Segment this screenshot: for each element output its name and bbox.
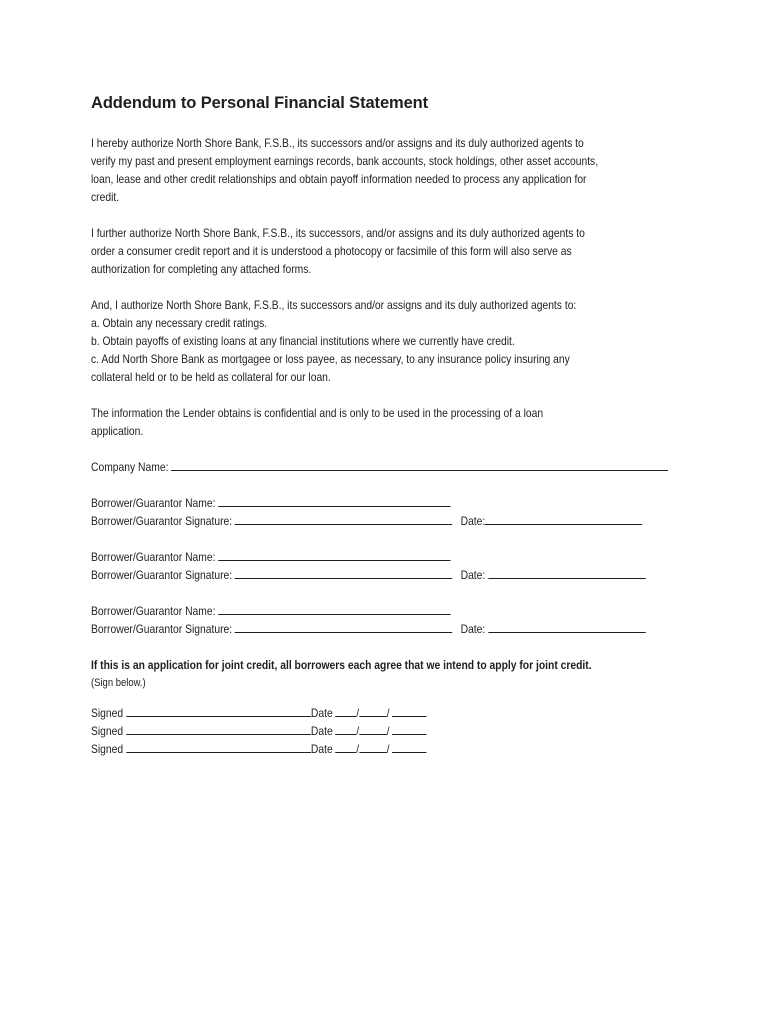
date-separator: / xyxy=(386,742,390,756)
signed-date-label: Date xyxy=(310,742,333,756)
text-line: loan, lease and other credit relationships and obtain payoff information needed to process any application for xyxy=(91,172,587,186)
date-separator: / xyxy=(356,724,360,738)
date-label: Date: xyxy=(460,568,486,582)
date-field[interactable] xyxy=(488,566,645,579)
text-line: a. Obtain any necessary credit ratings. xyxy=(91,316,268,330)
joint-credit-notice: If this is an application for joint credit, all borrowers each agree that we intend to apply for joint credit. xyxy=(91,658,592,672)
signed-date-month-field[interactable] xyxy=(336,704,357,717)
date-separator: / xyxy=(356,742,360,756)
text-line: b. Obtain payoffs of existing loans at any financial institutions where we currently have credit. xyxy=(91,334,515,348)
text-line: credit. xyxy=(91,190,120,204)
authorization-paragraph-2 xyxy=(91,224,693,278)
borrower-name-row xyxy=(91,602,710,620)
text-line: I hereby authorize North Shore Bank, F.S.B., its successors and/or assigns and its duly authorized agents to xyxy=(91,136,584,150)
date-field[interactable] xyxy=(485,512,642,525)
borrower-name-label: Borrower/Guarantor Name: xyxy=(91,550,216,564)
signed-date-label: Date xyxy=(310,706,333,720)
date-field[interactable] xyxy=(488,620,645,633)
text-line: collateral held or to be held as collateral for our loan. xyxy=(91,370,331,384)
signed-date-day-field[interactable] xyxy=(359,704,387,717)
borrower-name-label: Borrower/Guarantor Name: xyxy=(91,604,216,618)
borrower-name-field[interactable] xyxy=(218,494,450,507)
company-name-field[interactable] xyxy=(171,458,668,471)
borrower-signature-row xyxy=(91,566,710,584)
text-line: order a consumer credit report and it is understood a photocopy or facsimile of this form will also serve as xyxy=(91,244,572,258)
borrower-signature-row xyxy=(91,620,710,638)
date-label: Date: xyxy=(460,622,486,636)
borrower-name-row xyxy=(91,548,710,566)
confidentiality-paragraph xyxy=(91,404,693,440)
signed-field[interactable] xyxy=(126,704,311,717)
signed-date-day-field[interactable] xyxy=(359,740,387,753)
text-line: application. xyxy=(91,424,144,438)
date-separator: / xyxy=(386,724,390,738)
borrower-signature-row xyxy=(91,512,710,530)
date-separator: / xyxy=(386,706,390,720)
signed-label: Signed xyxy=(91,742,124,756)
document-page xyxy=(91,94,691,758)
signed-row xyxy=(91,722,710,740)
company-name-label: Company Name: xyxy=(91,460,169,474)
text-line: And, I authorize North Shore Bank, F.S.B., its successors and/or assigns and its duly authorized agents to: xyxy=(91,298,577,312)
signed-row xyxy=(91,740,710,758)
borrower-name-field[interactable] xyxy=(218,602,450,615)
signed-date-label: Date xyxy=(310,724,333,738)
text-line: authorization for completing any attached forms. xyxy=(91,262,312,276)
text-line: verify my past and present employment earnings records, bank accounts, stock holdings, other asset accounts, xyxy=(91,154,599,168)
signed-date-year-field[interactable] xyxy=(392,704,426,717)
signed-field[interactable] xyxy=(126,740,311,753)
borrower-signature-field[interactable] xyxy=(235,620,453,633)
signed-date-year-field[interactable] xyxy=(392,722,426,735)
borrower-signature-label: Borrower/Guarantor Signature: xyxy=(91,514,233,528)
borrower-name-row xyxy=(91,494,710,512)
signed-field[interactable] xyxy=(126,722,311,735)
date-label: Date: xyxy=(460,514,486,528)
signed-row xyxy=(91,704,710,722)
signed-date-month-field[interactable] xyxy=(336,740,357,753)
text-line: I further authorize North Shore Bank, F.S.B., its successors, and/or assigns and its duly authorized agents to xyxy=(91,226,585,240)
text-line: c. Add North Shore Bank as mortgagee or loss payee, as necessary, to any insurance policy insuring any xyxy=(91,352,570,366)
signed-date-year-field[interactable] xyxy=(392,740,426,753)
borrower-signature-field[interactable] xyxy=(235,512,453,525)
signed-label: Signed xyxy=(91,724,124,738)
signed-date-day-field[interactable] xyxy=(359,722,387,735)
signed-label: Signed xyxy=(91,706,124,720)
date-separator: / xyxy=(356,706,360,720)
borrower-name-label: Borrower/Guarantor Name: xyxy=(91,496,216,510)
authorization-paragraph-1 xyxy=(91,134,693,206)
signed-date-month-field[interactable] xyxy=(336,722,357,735)
document-title: Addendum to Personal Financial Statement xyxy=(91,94,429,112)
borrower-signature-field[interactable] xyxy=(235,566,453,579)
sign-below-note: (Sign below.) xyxy=(91,677,146,689)
borrower-signature-label: Borrower/Guarantor Signature: xyxy=(91,568,233,582)
borrower-name-field[interactable] xyxy=(218,548,450,561)
text-line: The information the Lender obtains is confidential and is only to be used in the processing of a loan xyxy=(91,406,544,420)
authorization-paragraph-3 xyxy=(91,296,693,386)
borrower-signature-label: Borrower/Guarantor Signature: xyxy=(91,622,233,636)
company-name-row xyxy=(91,458,710,476)
